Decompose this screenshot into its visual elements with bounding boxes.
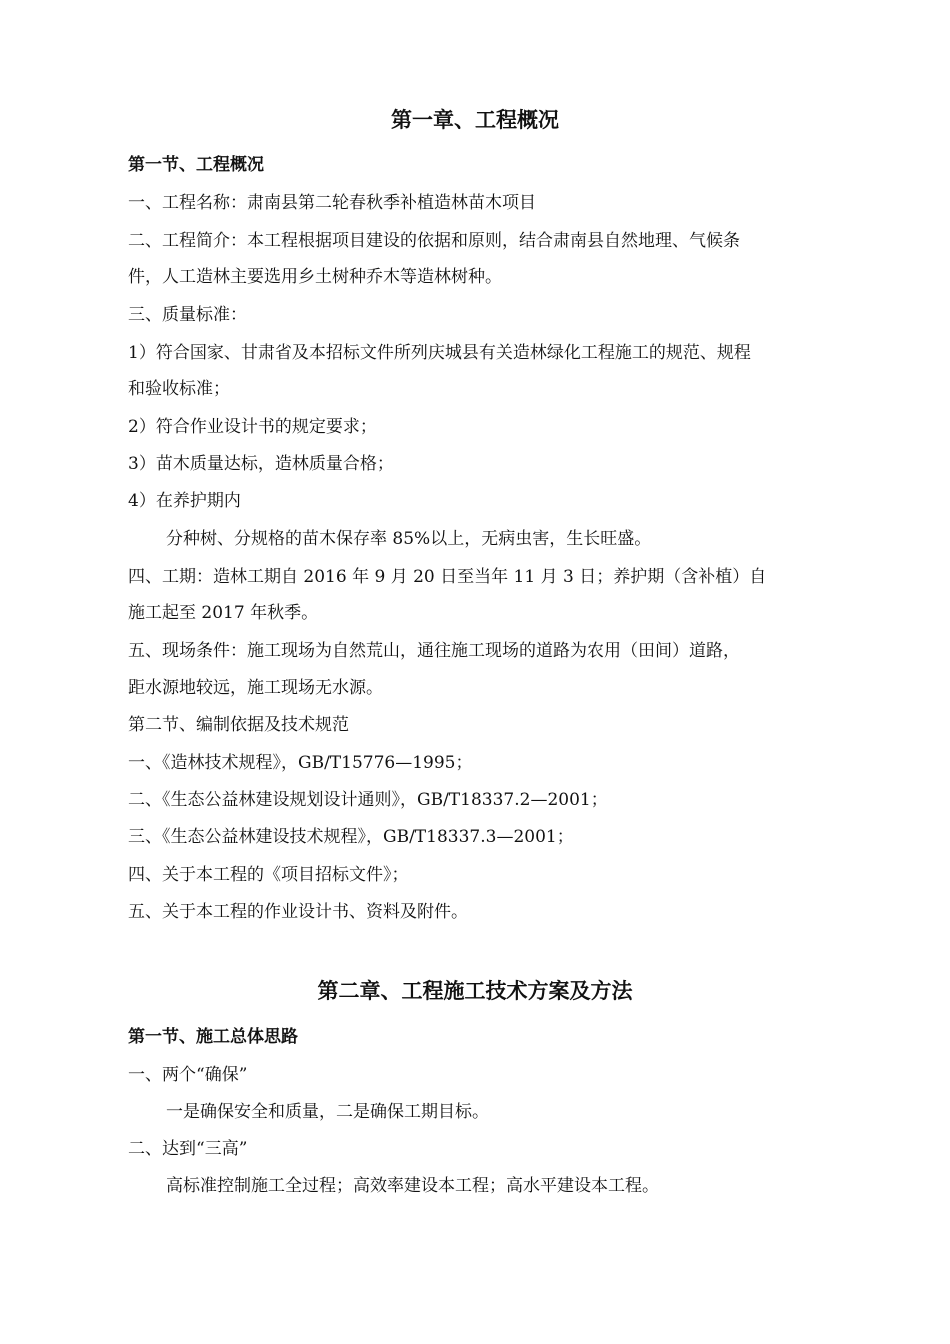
site-conditions-line-2: 距水源地较远，施工现场无水源。 [128,678,383,698]
site-conditions-line-1: 五、现场条件：施工现场为自然荒山，通往施工现场的道路为农用（田间）道路， [128,641,740,661]
reference-3: 三、《生态公益林建设技术规程》，GB/T18337.3—2001； [128,827,574,847]
standard-3: 3）苗木质量达标，造林质量合格； [128,454,394,474]
reference-2: 二、《生态公益林建设规划设计通则》，GB/T18337.2—2001； [128,790,608,810]
quality-standard-heading: 三、质量标准： [128,305,247,325]
schedule-line-1: 四、工期：造林工期自 2016 年 9 月 20 日至当年 11 月 3 日；养护期（含补植）自 [128,567,767,587]
standard-2: 2）符合作业设计书的规定要求； [128,417,377,437]
schedule-line-2: 施工起至 2017 年秋季。 [128,603,319,623]
reference-5: 五、关于本工程的作业设计书、资料及附件。 [128,902,468,922]
chapter-1-title: 第一章、工程概况 [391,107,559,132]
project-name-line: 一、工程名称：肃南县第二轮春秋季补植造林苗木项目 [128,193,536,213]
section-heading-overview: 第一节、工程概况 [128,155,264,175]
project-intro-line-2: 件，人工造林主要选用乡土树种乔木等造林树种。 [128,267,502,287]
standard-4: 4）在养护期内 [128,491,241,511]
chapter-2-title: 第二章、工程施工技术方案及方法 [317,978,633,1003]
reference-1: 一、《造林技术规程》，GB/T15776—1995； [128,753,473,773]
point-1-detail: 一是确保安全和质量，二是确保工期目标。 [166,1102,489,1122]
point-2-detail: 高标准控制施工全过程；高效率建设本工程；高水平建设本工程。 [166,1176,659,1196]
section-heading-basis: 第二节、编制依据及技术规范 [128,715,349,735]
point-1: 一、两个“确保” [128,1065,248,1085]
reference-4: 四、关于本工程的《项目招标文件》； [128,865,409,885]
standard-1-line-1: 1）符合国家、甘肃省及本招标文件所列庆城县有关造林绿化工程施工的规范、规程 [128,343,751,363]
standard-4-detail: 分种树、分规格的苗木保存率 85%以上，无病虫害，生长旺盛。 [166,529,652,549]
project-intro-line-1: 二、工程简介：本工程根据项目建设的依据和原则，结合肃南县自然地理、气候条 [128,231,740,251]
section-heading-approach: 第一节、施工总体思路 [128,1027,298,1047]
standard-1-line-2: 和验收标准； [128,379,230,399]
point-2: 二、达到“三高” [128,1139,248,1159]
